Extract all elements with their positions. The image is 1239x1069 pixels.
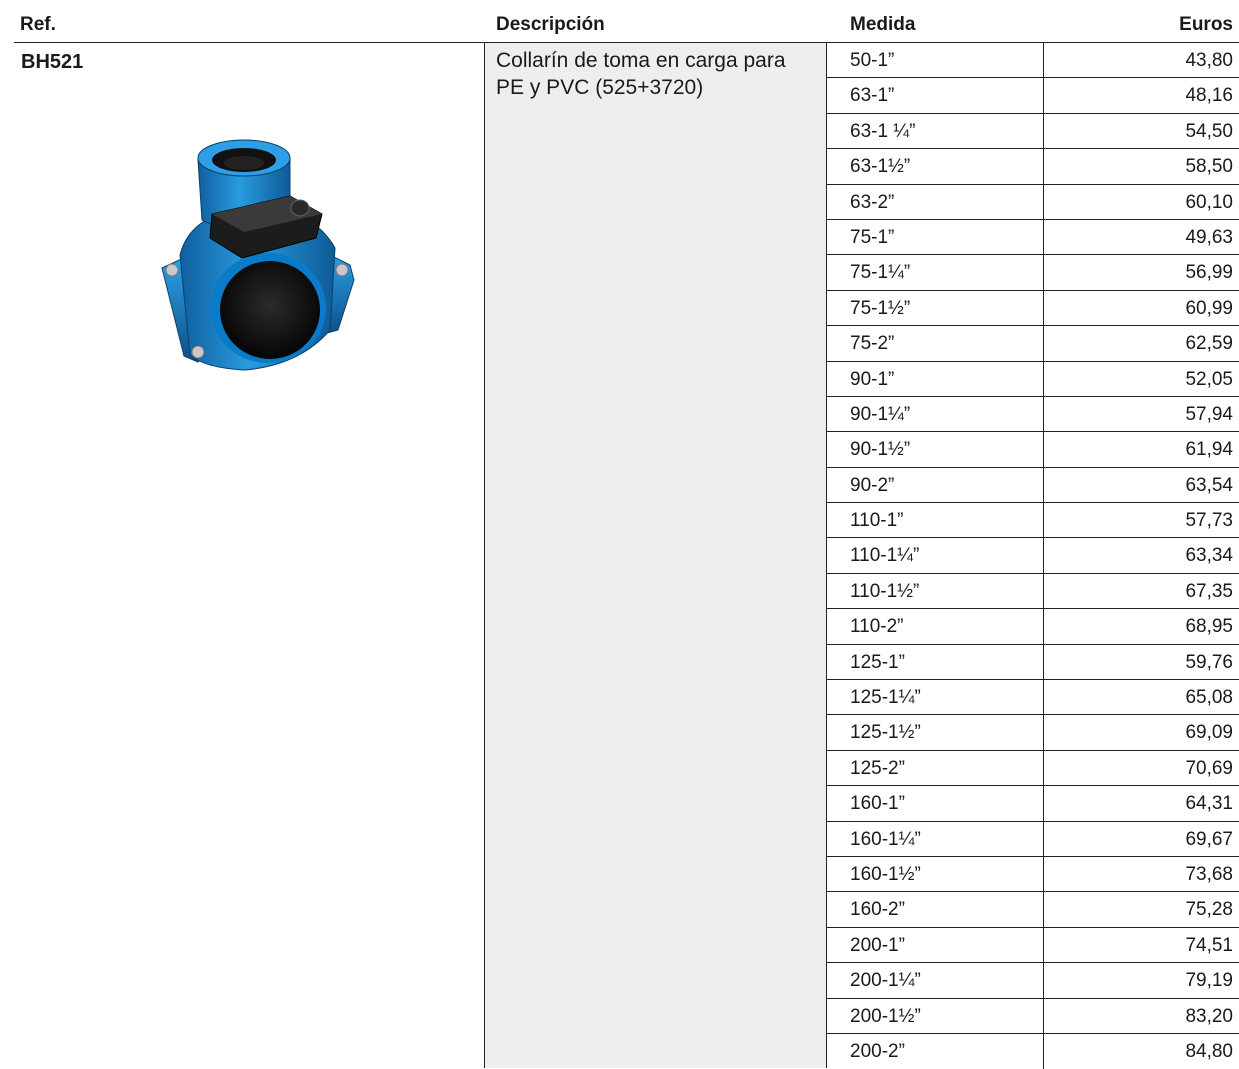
medida-cell: 50-1” [827, 43, 1044, 77]
pipe-saddle-clamp-image [150, 130, 365, 375]
euros-cell: 69,67 [1185, 828, 1233, 850]
header-descripcion: Descripción [496, 14, 605, 35]
medida-cell: 125-1” [827, 645, 1044, 679]
euros-cell: 43,80 [1185, 50, 1233, 71]
medida-cell: 125-1¼” [827, 680, 1044, 714]
medida-cell: 75-1” [827, 220, 1044, 254]
euros-cell: 61,94 [1185, 439, 1233, 461]
medida-cell: 160-1¼” [827, 822, 1044, 856]
euros-cell: 54,50 [1185, 120, 1233, 142]
table-row [827, 185, 1239, 220]
medida-cell: 160-2” [827, 892, 1044, 926]
medida-cell: 90-2” [827, 468, 1044, 502]
table-row [827, 822, 1239, 857]
euros-cell: 70,69 [1185, 757, 1233, 779]
euros-cell: 57,73 [1185, 510, 1233, 532]
euros-cell: 75,28 [1185, 899, 1233, 921]
table-row [827, 432, 1239, 467]
euros-cell: 67,35 [1185, 580, 1233, 602]
euros-cell: 74,51 [1185, 934, 1233, 956]
euros-cell: 63,34 [1185, 545, 1233, 567]
table-row [827, 291, 1239, 326]
euros-cell: 84,80 [1185, 1040, 1233, 1062]
description-column [484, 43, 827, 1068]
euros-cell: 49,63 [1185, 226, 1233, 248]
medida-cell: 63-1” [827, 78, 1044, 112]
euros-cell: 73,68 [1185, 863, 1233, 885]
table-row [827, 1034, 1239, 1069]
medida-cell: 90-1½” [827, 432, 1044, 466]
medida-cell: 110-1½” [827, 574, 1044, 608]
table-row [827, 609, 1239, 644]
table-row [827, 149, 1239, 184]
euros-cell: 64,31 [1185, 793, 1233, 815]
table-row [827, 503, 1239, 538]
medida-cell: 110-1” [827, 503, 1044, 537]
euros-cell: 83,20 [1185, 1005, 1233, 1027]
table-row [827, 857, 1239, 892]
table-row [827, 928, 1239, 963]
table-row [827, 751, 1239, 786]
table-row [827, 574, 1239, 609]
medida-cell: 200-1” [827, 928, 1044, 962]
euros-cell: 65,08 [1185, 687, 1233, 709]
medida-cell: 125-1½” [827, 715, 1044, 749]
medida-cell: 110-2” [827, 609, 1044, 643]
table-row [827, 397, 1239, 432]
medida-cell: 63-1½” [827, 149, 1044, 183]
table-row [827, 220, 1239, 255]
table-row [827, 892, 1239, 927]
product-description: Collarín de toma en carga para PE y PVC (525+3720) [496, 49, 786, 99]
euros-cell: 48,16 [1185, 85, 1233, 107]
table-row [827, 43, 1239, 78]
table-row [827, 786, 1239, 821]
table-row [827, 963, 1239, 998]
euros-cell: 58,50 [1185, 156, 1233, 178]
table-row [827, 114, 1239, 149]
table-row [827, 538, 1239, 573]
medida-cell: 75-1½” [827, 291, 1044, 325]
header-euros: Euros [1179, 14, 1233, 35]
medida-cell: 90-1” [827, 362, 1044, 396]
medida-cell: 160-1” [827, 786, 1044, 820]
medida-cell: 125-2” [827, 751, 1044, 785]
euros-cell: 57,94 [1185, 403, 1233, 425]
medida-cell: 200-1½” [827, 999, 1044, 1033]
euros-cell: 69,09 [1185, 722, 1233, 744]
table-row [827, 999, 1239, 1034]
euros-cell: 60,99 [1185, 297, 1233, 319]
medida-cell: 63-1 ¼” [827, 114, 1044, 148]
header-ref: Ref. [20, 14, 56, 35]
table-row [827, 78, 1239, 113]
medida-cell: 75-1¼” [827, 255, 1044, 289]
medida-cell: 110-1¼” [827, 538, 1044, 572]
medida-cell: 200-2” [827, 1034, 1044, 1069]
euros-cell: 68,95 [1185, 616, 1233, 638]
euros-cell: 56,99 [1185, 262, 1233, 284]
euros-cell: 59,76 [1185, 651, 1233, 673]
header-medida: Medida [850, 14, 916, 35]
medida-cell: 90-1¼” [827, 397, 1044, 431]
table-row [827, 255, 1239, 290]
product-ref: BH521 [21, 51, 84, 73]
table-row [827, 468, 1239, 503]
euros-cell: 79,19 [1185, 970, 1233, 992]
euros-cell: 63,54 [1185, 474, 1233, 496]
medida-cell: 200-1¼” [827, 963, 1044, 997]
euros-cell: 62,59 [1185, 333, 1233, 355]
medida-cell: 63-2” [827, 185, 1044, 219]
table-row [827, 362, 1239, 397]
euros-cell: 52,05 [1185, 368, 1233, 390]
price-table [827, 43, 1239, 1069]
medida-cell: 75-2” [827, 326, 1044, 360]
table-row [827, 326, 1239, 361]
medida-cell: 160-1½” [827, 857, 1044, 891]
table-row [827, 715, 1239, 750]
table-row [827, 680, 1239, 715]
euros-cell: 60,10 [1185, 191, 1233, 213]
table-row [827, 645, 1239, 680]
